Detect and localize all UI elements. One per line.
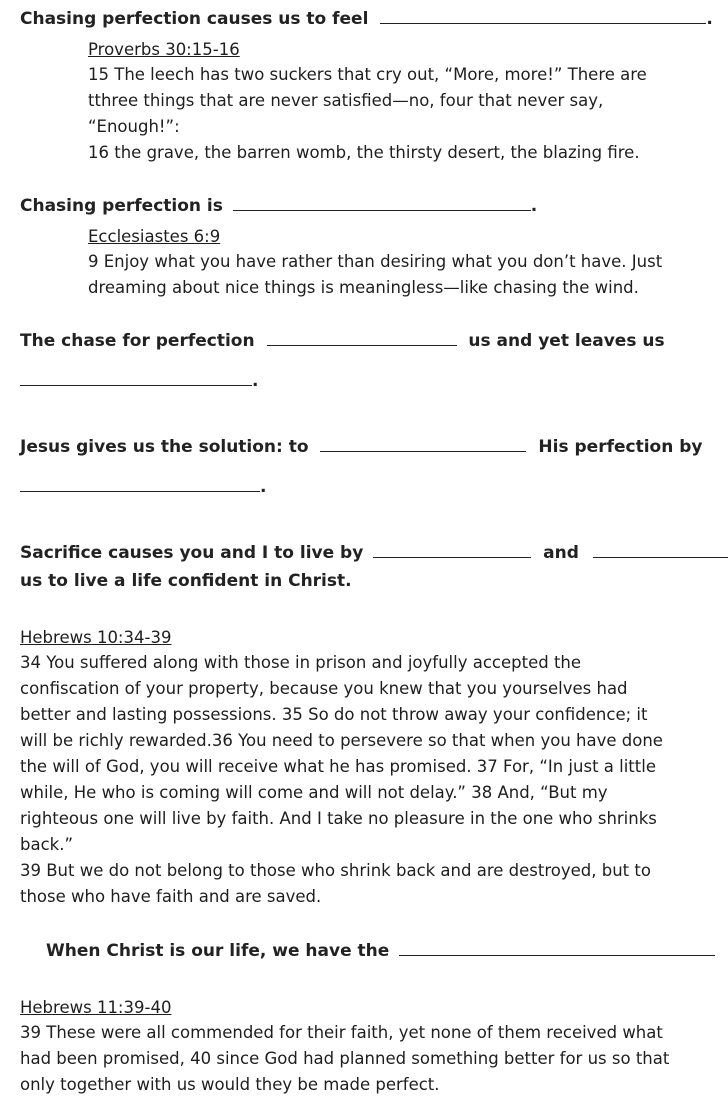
question-4-text-b: His perfection by [538,437,703,457]
question-4-end: . [260,477,267,497]
question-5-line-2: us to live a life confident in Christ. [20,571,352,591]
question-2 [20,196,537,216]
question-6-text: When Christ is our life, we have the [46,941,390,961]
hebrews-10-line: while, He who is coming will come and will not delay.” 38 And, “But my [20,783,608,802]
question-6 [46,941,715,961]
question-1 [20,9,713,29]
proverbs-line: “Enough!”: [88,117,180,136]
proverbs-text [88,62,647,166]
hebrews-10-line: 34 You suffered along with those in prison and joyfully accepted the [20,653,582,672]
hebrews-10-line: 39 But we do not belong to those who shrink back and are destroyed, but to [20,861,651,880]
hebrews-10-line: the will of God, you will receive what he has promised. 37 For, “In just a little [20,757,656,776]
hebrews-11-block [20,996,669,1098]
hebrews-11-line: 39 These were all commended for their faith, yet none of them received what [20,1023,663,1042]
hebrews-11-line: had been promised, 40 since God had planned something better for us so that [20,1049,670,1068]
question-3-line-2 [20,371,258,391]
hebrews-10-line: confiscation of your property, because you knew that you yourselves had [20,679,628,698]
question-2-text: Chasing perfection is [20,196,223,216]
question-4-blank-2[interactable] [20,477,260,492]
ecclesiastes-line: 9 Enjoy what you have rather than desiring what you don’t have. Just [88,252,663,271]
question-1-blank[interactable] [380,9,706,24]
question-1-end: . [706,9,713,29]
question-3-blank-1[interactable] [267,331,457,346]
question-4-line-2 [20,477,266,497]
question-3-text-a: The chase for perfection [20,331,255,351]
question-5-blank-2[interactable] [593,543,728,558]
question-4 [20,437,703,457]
question-3-text-b: us and yet leaves us [468,331,665,351]
question-5-text-b: and [543,543,579,563]
question-5-blank-1[interactable] [373,543,531,558]
ecclesiastes-text [88,249,662,301]
hebrews-11-ref: Hebrews 11:39-40 [20,998,172,1017]
question-2-blank[interactable] [233,196,531,211]
proverbs-line: 16 the grave, the barren womb, the thirsty desert, the blazing fire. [88,143,640,162]
hebrews-10-line: righteous one will live by faith. And I take no pleasure in the one who shrinks [20,809,657,828]
question-6-blank[interactable] [399,941,715,956]
question-3-blank-2[interactable] [20,371,252,386]
proverbs-line: 15 The leech has two suckers that cry out, “More, more!” There are [88,65,647,84]
hebrews-10-block [20,626,663,910]
ecclesiastes-ref: Ecclesiastes 6:9 [88,227,221,246]
hebrews-10-ref: Hebrews 10:34-39 [20,628,172,647]
question-1-text: Chasing perfection causes us to feel [20,9,369,29]
hebrews-10-line: back.” [20,835,74,854]
question-3-end: . [252,371,259,391]
hebrews-11-line: only together with us would they be made perfect. [20,1075,440,1094]
hebrews-10-line: those who have faith and are saved. [20,887,322,906]
ecclesiastes-line: dreaming about nice things is meaningless—like chasing the wind. [88,278,639,297]
question-3 [20,331,665,351]
proverbs-ref: Proverbs 30:15-16 [88,40,240,59]
question-5 [20,543,728,563]
ecclesiastes-block [88,225,662,301]
hebrews-10-line: will be richly rewarded.36 You need to persevere so that when you have done [20,731,663,750]
hebrews-11-text [20,1020,669,1098]
proverbs-line: tthree things that are never satisfied—no, four that never say, [88,91,604,110]
hebrews-10-text [20,650,663,910]
proverbs-block [88,38,647,166]
question-4-text-a: Jesus gives us the solution: to [20,437,309,457]
question-5-text-a: Sacrifice causes you and I to live by [20,543,364,563]
question-4-blank-1[interactable] [320,437,526,452]
hebrews-10-line: better and lasting possessions. 35 So do not throw away your confidence; it [20,705,648,724]
question-2-end: . [530,196,538,216]
